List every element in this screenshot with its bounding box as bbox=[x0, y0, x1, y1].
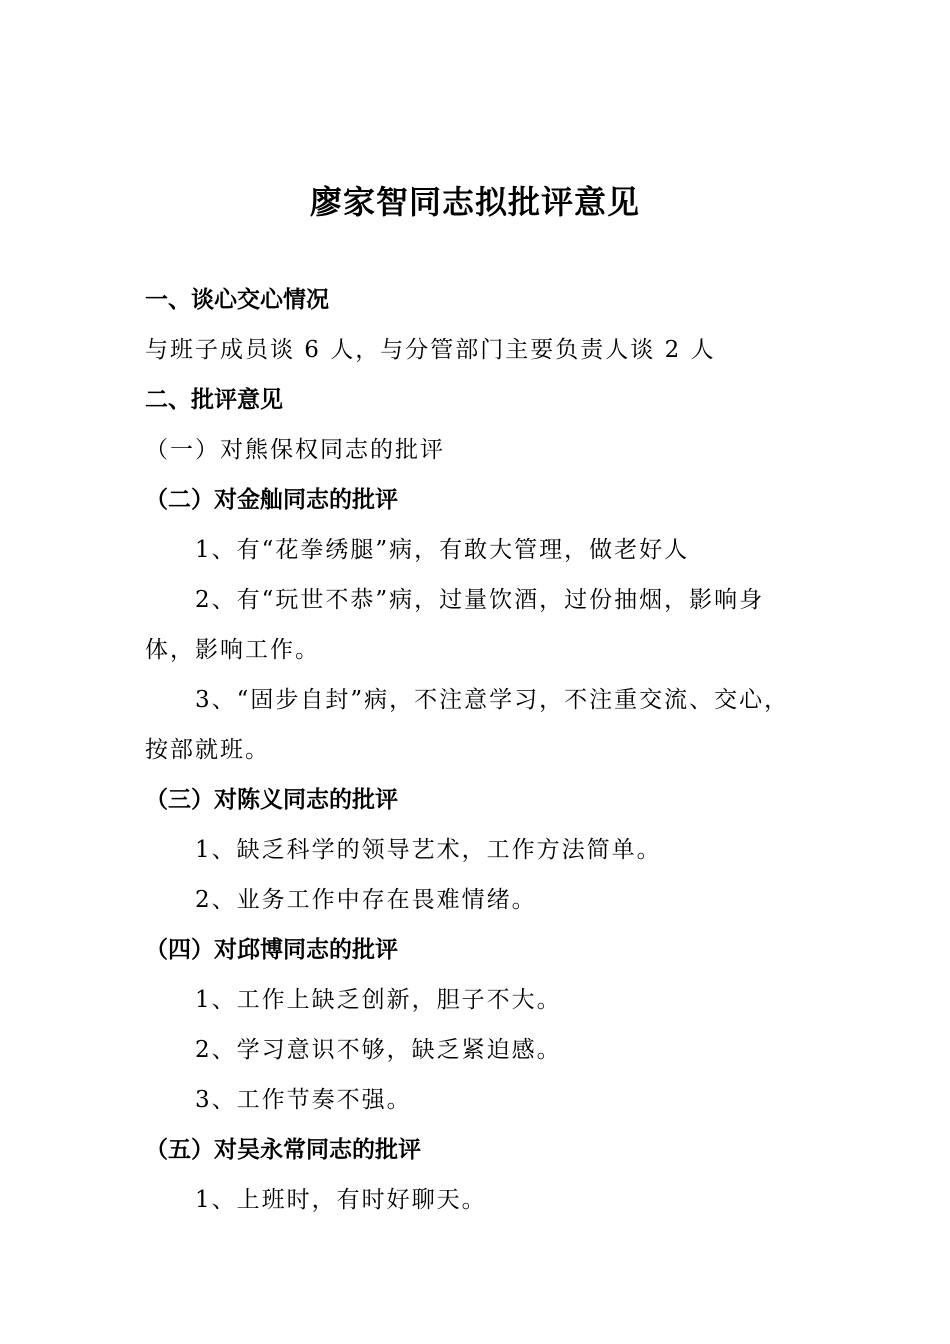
subsection-heading-2: （二）对金舢同志的批评 bbox=[145, 487, 398, 513]
subsection-heading-1: （一）对熊保权同志的批评 bbox=[145, 437, 445, 463]
list-item: 1、工作上缺乏创新，胆子不大。 bbox=[195, 987, 562, 1013]
list-item: 3、工作节奏不强。 bbox=[195, 1087, 412, 1113]
list-item: 3、“固步自封”病，不注意学习，不注重交流、交心， bbox=[195, 687, 790, 713]
section-heading-criticism: 二、批评意见 bbox=[145, 387, 283, 413]
document-title: 廖家智同志拟批评意见 bbox=[309, 183, 640, 221]
subsection-heading-5: （五）对吴永常同志的批评 bbox=[145, 1137, 421, 1163]
list-item: 1、上班时，有时好聊天。 bbox=[195, 1187, 487, 1213]
list-item: 2、业务工作中存在畏难情绪。 bbox=[195, 887, 537, 913]
list-item-continuation: 按部就班。 bbox=[145, 737, 270, 763]
subsection-heading-4: （四）对邱博同志的批评 bbox=[145, 937, 398, 963]
list-item: 1、缺乏科学的领导艺术，工作方法简单。 bbox=[195, 837, 662, 863]
talks-summary-text: 与班子成员谈 6 人，与分管部门主要负责人谈 2 人 bbox=[145, 337, 716, 363]
subsection-heading-3: （三）对陈义同志的批评 bbox=[145, 787, 398, 813]
list-item: 2、有“玩世不恭”病，过量饮酒，过份抽烟，影响身 bbox=[195, 587, 765, 613]
list-item: 1、有“花拳绣腿”病，有敢大管理，做老好人 bbox=[195, 537, 690, 563]
list-item: 2、学习意识不够，缺乏紧迫感。 bbox=[195, 1037, 562, 1063]
section-heading-talks: 一、谈心交心情况 bbox=[145, 287, 329, 313]
list-item-continuation: 体，影响工作。 bbox=[145, 637, 320, 663]
